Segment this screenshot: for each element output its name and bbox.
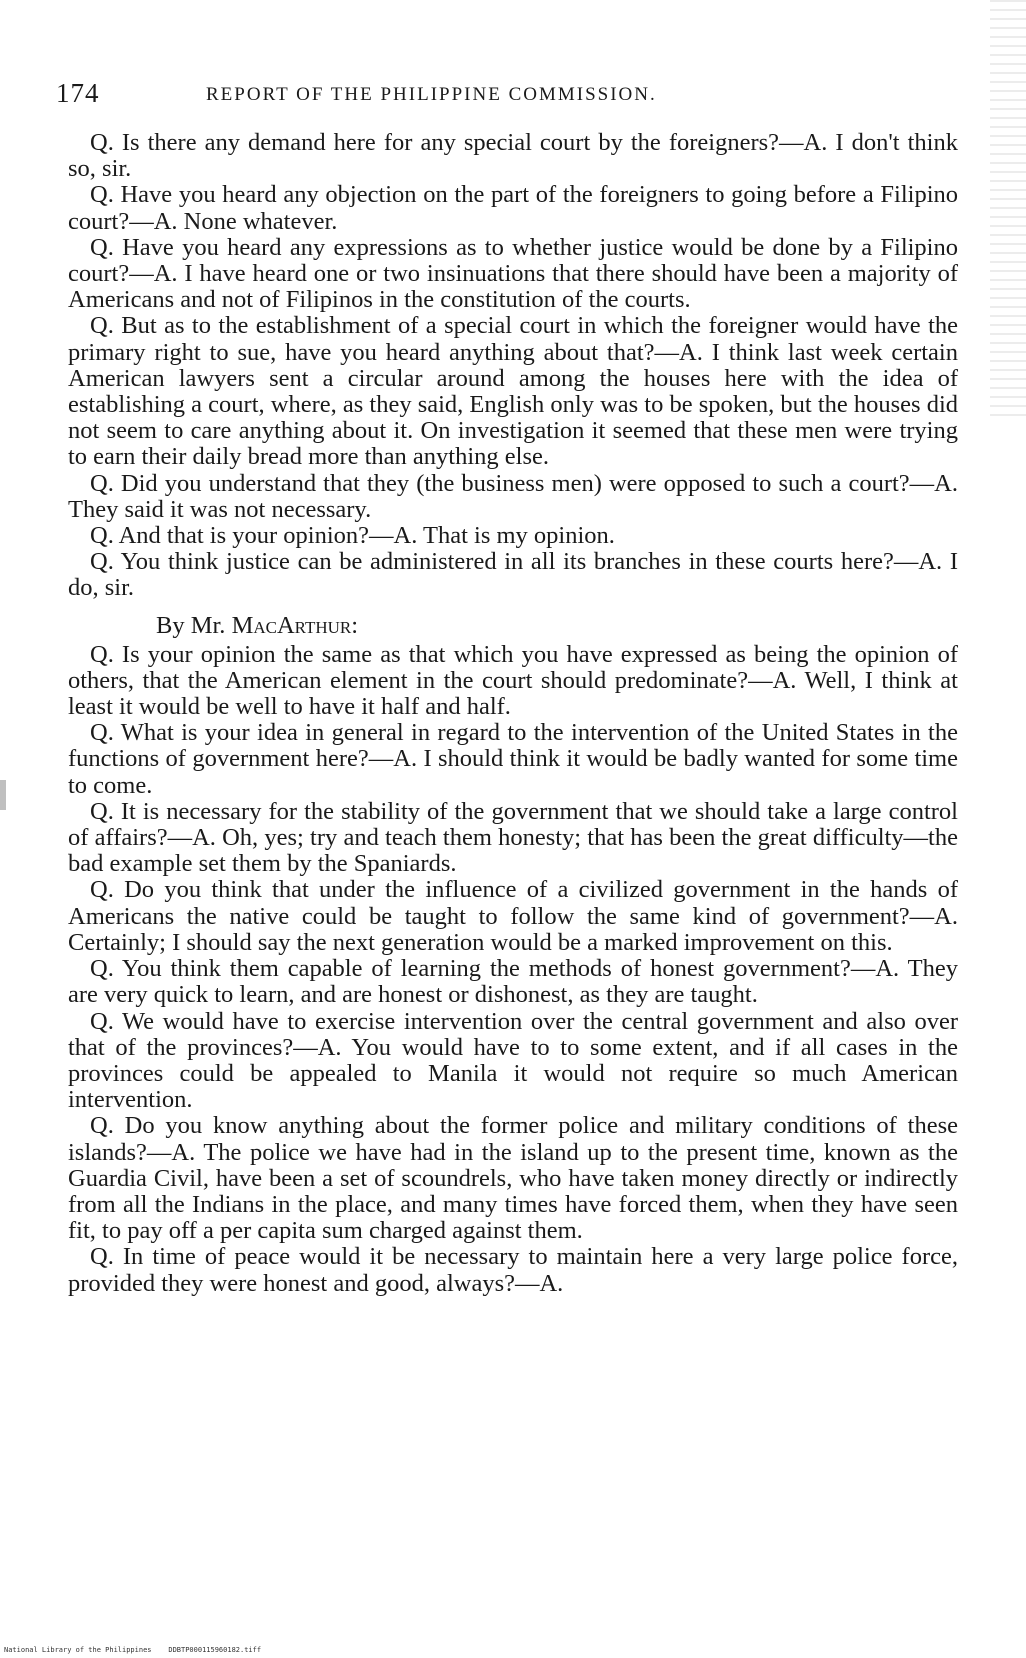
paragraph: Q. Do you know anything about the former police and military conditions of these islands?—A. The police we have had in the island up to the present time, known as the Guardia Civil, have been a set of scoundrels, who have taken money directly or indirectly from all the Indians in the place, and many times have forced them, when they have seen fit, to pay off a per capita sum charged against them. [68, 1112, 958, 1245]
scan-edge-marks [990, 0, 1026, 420]
paragraph: Q. Have you heard any objection on the part of the foreigners to going before a Filipino court?—A. None whatever. [68, 181, 958, 235]
paragraph: Q. In time of peace would it be necessary to maintain here a very large police force, provided they were honest and good, always?—A. [68, 1243, 958, 1297]
paragraph: Q. What is your idea in general in regard to the intervention of the United States in the functions of government here?—A. I should think it would be badly wanted for some time to come. [68, 719, 958, 799]
scan-left-mark [0, 780, 6, 810]
paragraph: Q. Is your opinion the same as that which you have expressed as being the opinion of others, that the American element in the court should predominate?—A. Well, I think at least it would be well to have it half and half. [68, 640, 958, 721]
paragraph: Q. Did you understand that they (the business men) were opposed to such a court?—A. They said it was not necessary. [68, 469, 958, 523]
page-header [56, 78, 916, 112]
byline-prefix: By Mr. [156, 611, 232, 639]
body-text [68, 130, 958, 1297]
paragraph: Q. You think justice can be administered in all its branches in these courts here?—A. I do, sir. [68, 548, 958, 602]
byline-name: MacArthur: [231, 611, 359, 639]
paragraph: Q. We would have to exercise intervention over the central government and also over that of the provinces?—A. You would have to to some extent, and if all cases in the provinces could be appealed to Manila it would not require so much American intervention. [68, 1007, 958, 1114]
page-number: 174 [56, 78, 100, 108]
paragraph: Q. You think them capable of learning the methods of honest government?—A. They are very quick to learn, and are honest or dishonest, as they are taught. [68, 955, 958, 1009]
paragraph: Q. It is necessary for the stability of the government that we should take a large control of affairs?—A. Oh, yes; try and teach them honesty; that has been the great difficulty—the bad example set them by the Spaniards. [68, 797, 958, 878]
paragraph: Q. Have you heard any expressions as to whether justice would be done by a Filipino court?—A. I have heard one or two insinuations that there should have been a majority of Americans and not of Filipinos in the constitution of the courts. [68, 233, 958, 314]
running-head: REPORT OF THE PHILIPPINE COMMISSION. [206, 84, 657, 105]
paragraph: Q. Is there any demand here for any special court by the foreigners?—A. I don't think so, sir. [68, 129, 958, 183]
paragraph: Q. But as to the establishment of a special court in which the foreigner would have the primary right to sue, have you heard anything about that?—A. I think last week certain American lawyers sent a circular around among the houses here with the idea of establishing a court, where, as they said, English only was to be spoken, but the houses did not seem to care anything about it. On investigation it seemed that these men were trying to earn their daily bread more than anything else. [68, 312, 959, 471]
paragraph: Q. And that is your opinion?—A. That is my opinion. [90, 522, 615, 550]
paragraph: Q. Do you think that under the influence of a civilized government in the hands of Americans the native could be taught to follow the same kind of government?—A. Certainly; I should say the next generation would be a marked improvement on this. [68, 876, 958, 956]
speaker-byline [156, 612, 958, 640]
source-footer: National Library of the Philippines DDBTP000115960182.tiff [4, 1646, 262, 1654]
